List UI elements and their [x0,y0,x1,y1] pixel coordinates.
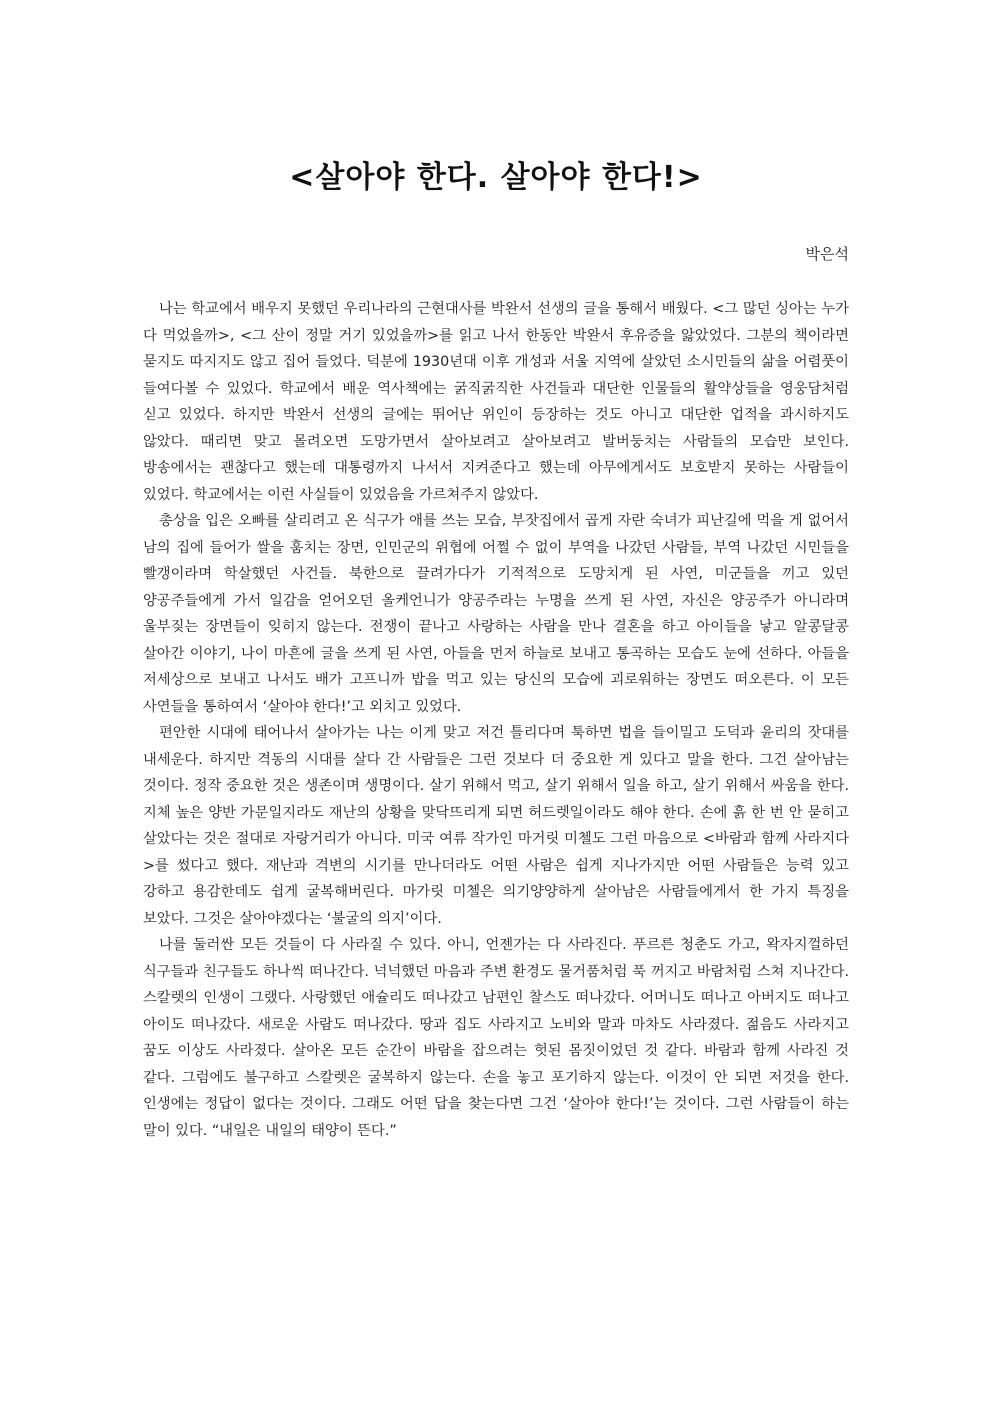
paragraph-4: 나를 둘러싼 모든 것들이 다 사라질 수 있다. 아니, 언젠가는 다 사라진다. 푸르른 청춘도 가고, 왁자지껄하던 식구들과 친구들도 하나씩 떠나간다. 넉넉했던 마음과 주변 환경도 물거품처럼 푹 꺼지고 바람처럼 스쳐 지나간다. 스칼렛의 인생이 그랬다. 사랑했던 애슐리도 떠나갔고 남편인 찰스도 떠나갔다. 어머니도 떠나고 아버지도 떠나고 아이도 떠나갔다. 새로운 사람도 떠나갔다. 땅과 집도 사라지고 노비와 말과 마차도 사라졌다. 젊음도 사라지고 꿈도 이상도 사라졌다. 살아온 모든 순간이 바람을 잡으려는 헛된 몸짓이었던 것 같다. 바람과 함께 사라진 것 같다. 그럼에도 불구하고 스칼렛은 굴복하지 않는다. 손을 놓고 포기하지 않는다. 이것이 안 되면 저것을 한다. 인생에는 정답이 없다는 것이다. 그래도 어떤 답을 찾는다면 그건 ‘살아야 한다!’는 것이다. 그런 사람들이 하는 말이 있다. “내일은 내일의 태양이 뜬다.” [143,937,849,1139]
document-title: <살아야 한다. 살아야 한다!> [289,160,703,195]
paragraph-3: 편안한 시대에 태어나서 살아가는 나는 이게 맞고 저건 틀리다며 툭하면 법을 들이밀고 도덕과 윤리의 잣대를 내세운다. 하지만 격동의 시대를 살다 간 사람들은 그런 것보다 더 중요한 게 있다고 말을 한다. 그건 살아남는 것이다. 정작 중요한 것은 생존이며 생명이다. 살기 위해서 먹고, 살기 위해서 일을 하고, 살기 위해서 싸움을 한다. 지체 높은 양반 가문일지라도 재난의 상황을 맞닥뜨리게 되면 허드렛일이라도 해야 한다. 손에 흙 한 번 안 묻히고 살았다는 것은 절대로 자랑거리가 아니다. 미국 여류 작가인 마거릿 미첼도 그런 마음으로 <바람과 함께 사라지다>를 썼다고 했다. 재난과 격변의 시기를 만나더라도 어떤 사람은 쉽게 지나가지만 어떤 사람들은 능력 있고 강하고 용감한데도 쉽게 굴복해버린다. 마가릿 미첼은 의기양양하게 살아남은 사람들에게서 한 가지 특징을 보았다. 그것은 살아야겠다는 ‘불굴의 의지’이다. [143,725,849,927]
essay-body [143,296,849,1144]
paragraph-1: 나는 학교에서 배우지 못했던 우리나라의 근현대사를 박완서 선생의 글을 통해서 배웠다. <그 많던 싱아는 누가 다 먹었을까>, <그 산이 정말 거기 있었을까>를 읽고 나서 한동안 박완서 후유증을 앓았었다. 그분의 책이라면 묻지도 따지지도 않고 집어 들었다. 덕분에 1930년대 이후 개성과 서울 지역에 살았던 소시민들의 삶을 어렴풋이 들여다볼 수 있었다. 학교에서 배운 역사책에는 굵직굵직한 사건들과 대단한 인물들의 활약상들을 영웅담처럼 싣고 있었다. 하지만 박완서 선생의 글에는 뛰어난 위인이 등장하는 것도 아니고 대단한 업적을 과시하지도 않았다. 때리면 맞고 몰려오면 도망가면서 살아보려고 살아보려고 발버둥치는 사람들의 모습만 보인다. 방송에서는 괜찮다고 했는데 대통령까지 나서서 지켜준다고 했는데 아무에게서도 보호받지 못하는 사람들이 있었다. 학교에서는 이런 사실들이 있었음을 가르쳐주지 않았다. [143,301,849,503]
paragraph-2: 총상을 입은 오빠를 살리려고 온 식구가 애를 쓰는 모습, 부잣집에서 곱게 자란 숙녀가 피난길에 먹을 게 없어서 남의 집에 들어가 쌀을 훔치는 장면, 인민군의 위협에 어쩔 수 없이 부역을 나갔던 사람들, 부역 나갔던 시민들을 빨갱이라며 학살했던 사건들. 북한으로 끌려가다가 기적적으로 도망치게 된 사연, 미군들을 끼고 있던 양공주들에게 가서 일감을 얻어오던 올케언니가 양공주라는 누명을 쓰게 된 사연, 자신은 양공주가 아니라며 울부짖는 장면들이 잊히지 않는다. 전쟁이 끝나고 사랑하는 사람을 만나 결혼을 하고 아이들을 낳고 알콩달콩 살아간 이야기, 나이 마흔에 글을 쓰게 된 사연, 아들을 먼저 하늘로 보내고 통곡하는 모습도 눈에 선하다. 아들을 저세상으로 보내고 나서도 배가 고프니까 밥을 먹고 있는 당신의 모습에 괴로워하는 장면도 떠오른다. 이 모든 사연들을 통하여서 ‘살아야 한다!’고 외치고 있었다. [143,513,849,715]
author-name: 박은석 [805,245,849,263]
